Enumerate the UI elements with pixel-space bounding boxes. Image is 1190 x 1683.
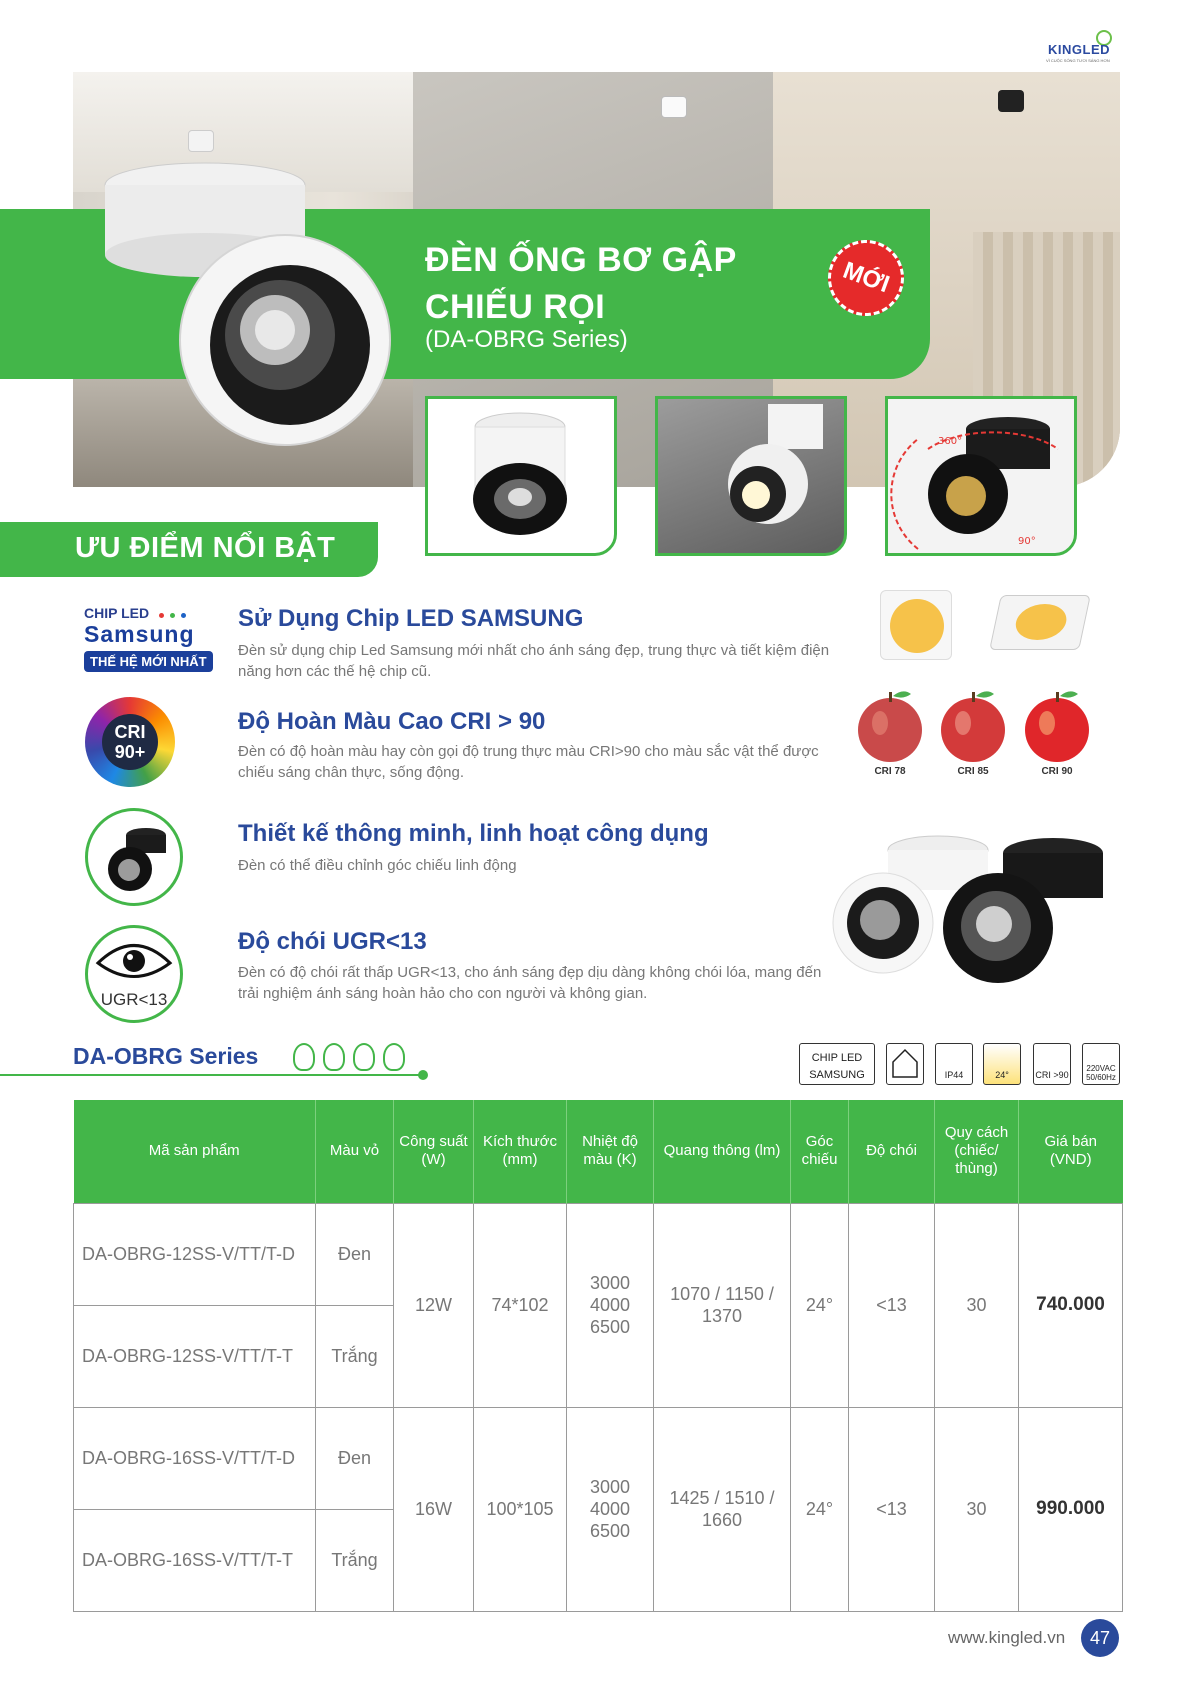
rotation-diagram-image — [888, 399, 1077, 556]
spec-cri-icon — [1033, 1043, 1071, 1085]
feature-title-ugr: Độ chói UGR<13 — [238, 928, 427, 955]
thumb-white-lamp[interactable] — [425, 396, 617, 556]
cell-color: Đen — [316, 1203, 394, 1305]
table-row — [74, 1407, 1123, 1509]
spec-chip-samsung-icon — [799, 1043, 875, 1085]
logo-text: KINGLED — [1048, 42, 1110, 57]
lamp-icon — [88, 811, 180, 903]
ugr-badge-label: UGR<13 — [100, 990, 168, 1009]
feature-desc-design: Đèn có thể điều chỉnh góc chiếu linh động — [238, 857, 517, 874]
col-header-beam: Góc chiếu — [791, 1100, 849, 1203]
feature-desc-samsung: Đèn sử dụng chip Led Samsung mới nhất cho ánh sáng đẹp, trung thực và tiết kiệm điện năng hơn các thế hệ chip cũ. — [238, 642, 830, 680]
cell-color: Trắng — [316, 1509, 394, 1611]
col-header-pack: Quy cách (chiếc/ thùng) — [935, 1100, 1019, 1203]
apple-label-cri-85: CRI 85 — [957, 766, 989, 777]
cell-size: 74*102 — [474, 1203, 567, 1407]
thumb-rotation-diagram[interactable] — [885, 396, 1077, 556]
logo-tagline: VÌ CUỘC SỐNG TƯƠI SÁNG HƠN — [1046, 58, 1110, 63]
spec-beam-angle-icon — [983, 1043, 1021, 1085]
white-lamp-image — [428, 399, 617, 556]
table-row — [74, 1203, 1123, 1305]
col-header-price: Giá bán (VND) — [1019, 1100, 1123, 1203]
table-header-row — [74, 1100, 1123, 1203]
col-header-cct: Nhiệt độ màu (K) — [567, 1100, 654, 1203]
website-link[interactable]: www.kingled.vn — [948, 1628, 1066, 1647]
spec-angle-label: 24° — [995, 1070, 1009, 1080]
series-underline-dot — [418, 1070, 428, 1080]
apple-cri-85-image — [938, 688, 1008, 763]
cell-power: 16W — [394, 1407, 474, 1611]
apple-cri-90-image — [1022, 688, 1092, 763]
rotation-360-label: 360° — [938, 436, 963, 447]
thumb-ceiling-lamp[interactable] — [655, 396, 847, 556]
cell-pack: 30 — [935, 1407, 1019, 1611]
cell-code: DA-OBRG-12SS-V/TT/T-T — [74, 1305, 316, 1407]
spec-power-icon — [1082, 1043, 1120, 1085]
cell-power: 12W — [394, 1203, 474, 1407]
apple-cri-78-image — [855, 688, 925, 763]
series-underline — [0, 1074, 424, 1076]
bulb-icon — [293, 1043, 315, 1071]
cell-color: Trắng — [316, 1305, 394, 1407]
cell-price: 990.000 — [1019, 1407, 1123, 1611]
cri-badge-line1: CRI — [114, 722, 146, 742]
rotation-90-label: 90° — [1018, 536, 1036, 547]
spec-chip-line2: SAMSUNG — [809, 1069, 865, 1081]
ceiling-spot-icon — [998, 90, 1024, 112]
color-dots-icon — [159, 605, 192, 621]
advantages-heading: ƯU ĐIỂM NỔI BẬT — [75, 532, 336, 564]
feature-desc-ugr: Đèn có độ chói rất thấp UGR<13, cho ánh sáng đẹp dịu dàng không chói lóa, mang đến trải nghiệm ánh sáng hoàn hảo cho con người và không gian. — [238, 964, 822, 1002]
col-header-size: Kích thước (mm) — [474, 1100, 567, 1203]
spec-cri-label: CRI >90 — [1035, 1070, 1069, 1080]
product-title — [425, 237, 825, 331]
square-chip-image — [989, 595, 1091, 650]
apple-label-cri-78: CRI 78 — [874, 766, 906, 777]
spec-ip44-icon — [935, 1043, 973, 1085]
product-series-subtitle: (DA-OBRG Series) — [425, 326, 628, 353]
eye-icon — [88, 928, 180, 988]
ceiling-lamp-image — [658, 399, 847, 556]
cell-beam: 24° — [791, 1407, 849, 1611]
col-header-lumen: Quang thông (lm) — [654, 1100, 791, 1203]
cell-code: DA-OBRG-16SS-V/TT/T-T — [74, 1509, 316, 1611]
cell-size: 100*105 — [474, 1407, 567, 1611]
col-header-power: Công suất (W) — [394, 1100, 474, 1203]
cell-color: Đen — [316, 1407, 394, 1509]
page-number: 47 — [1081, 1619, 1119, 1657]
cell-code: DA-OBRG-16SS-V/TT/T-D — [74, 1407, 316, 1509]
cell-ugr: <13 — [849, 1203, 935, 1407]
spec-ip-label: IP44 — [944, 1070, 964, 1080]
samsung-badge-line3: THẾ HỆ MỚI NHẤT — [84, 651, 213, 672]
series-title: DA-OBRG Series — [73, 1043, 259, 1069]
col-header-code: Mã sản phẩm — [74, 1100, 316, 1203]
feature-title-samsung: Sử Dụng Chip LED SAMSUNG — [238, 605, 584, 632]
cell-code: DA-OBRG-12SS-V/TT/T-D — [74, 1203, 316, 1305]
title-line-1: ĐÈN ỐNG BƠ GẬP — [425, 241, 737, 279]
col-header-ugr: Độ chói — [849, 1100, 935, 1203]
samsung-chip-badge — [84, 605, 214, 680]
cell-cct: 3000 4000 6500 — [567, 1203, 654, 1407]
title-line-2: CHIẾU RỌI — [425, 288, 606, 326]
new-badge: MỚI — [817, 229, 914, 326]
spec-chip-line1: CHIP LED — [811, 1052, 863, 1064]
cri-90-icon — [85, 697, 175, 787]
cell-price: 740.000 — [1019, 1203, 1123, 1407]
bulb-icon — [353, 1043, 375, 1071]
bulb-icon — [383, 1043, 405, 1071]
feature-title-cri: Độ Hoàn Màu Cao CRI > 90 — [238, 708, 546, 735]
cell-ugr: <13 — [849, 1407, 935, 1611]
samsung-badge-line1: CHIP LED — [84, 605, 150, 621]
ceiling-spot-icon — [188, 130, 214, 152]
spec-table — [73, 1100, 1123, 1612]
feature-title-design: Thiết kế thông minh, linh hoạt công dụng — [238, 820, 709, 847]
apple-label-cri-90: CRI 90 — [1041, 766, 1073, 777]
round-chip-image — [880, 590, 952, 660]
samsung-badge-line2: Samsung — [84, 621, 195, 647]
cell-beam: 24° — [791, 1203, 849, 1407]
cell-lumen: 1070 / 1150 / 1370 — [654, 1203, 791, 1407]
cell-cct: 3000 4000 6500 — [567, 1407, 654, 1611]
bulb-icon — [323, 1043, 345, 1071]
feature-desc-cri: Đèn có độ hoàn màu hay còn gọi độ trung thực màu CRI>90 cho màu sắc vật thể được chiếu sáng chân thực, sống động. — [238, 743, 819, 781]
lamps-pair-image — [828, 828, 1108, 988]
cri-badge-line2: 90+ — [114, 742, 146, 762]
spec-power-line2: 50/60Hz — [1086, 1073, 1116, 1082]
big-lamp-image — [95, 155, 405, 455]
adjustable-lamp-icon — [85, 808, 183, 906]
cell-pack: 30 — [935, 1203, 1019, 1407]
kingled-logo[interactable] — [1038, 30, 1148, 66]
cell-lumen: 1425 / 1510 / 1660 — [654, 1407, 791, 1611]
ugr-eye-icon — [85, 925, 183, 1023]
spec-power-line1: 220VAC — [1086, 1064, 1116, 1073]
col-header-color: Màu vỏ — [316, 1100, 394, 1203]
ceiling-spot-icon — [661, 96, 687, 118]
spec-indoor-icon — [886, 1043, 924, 1085]
